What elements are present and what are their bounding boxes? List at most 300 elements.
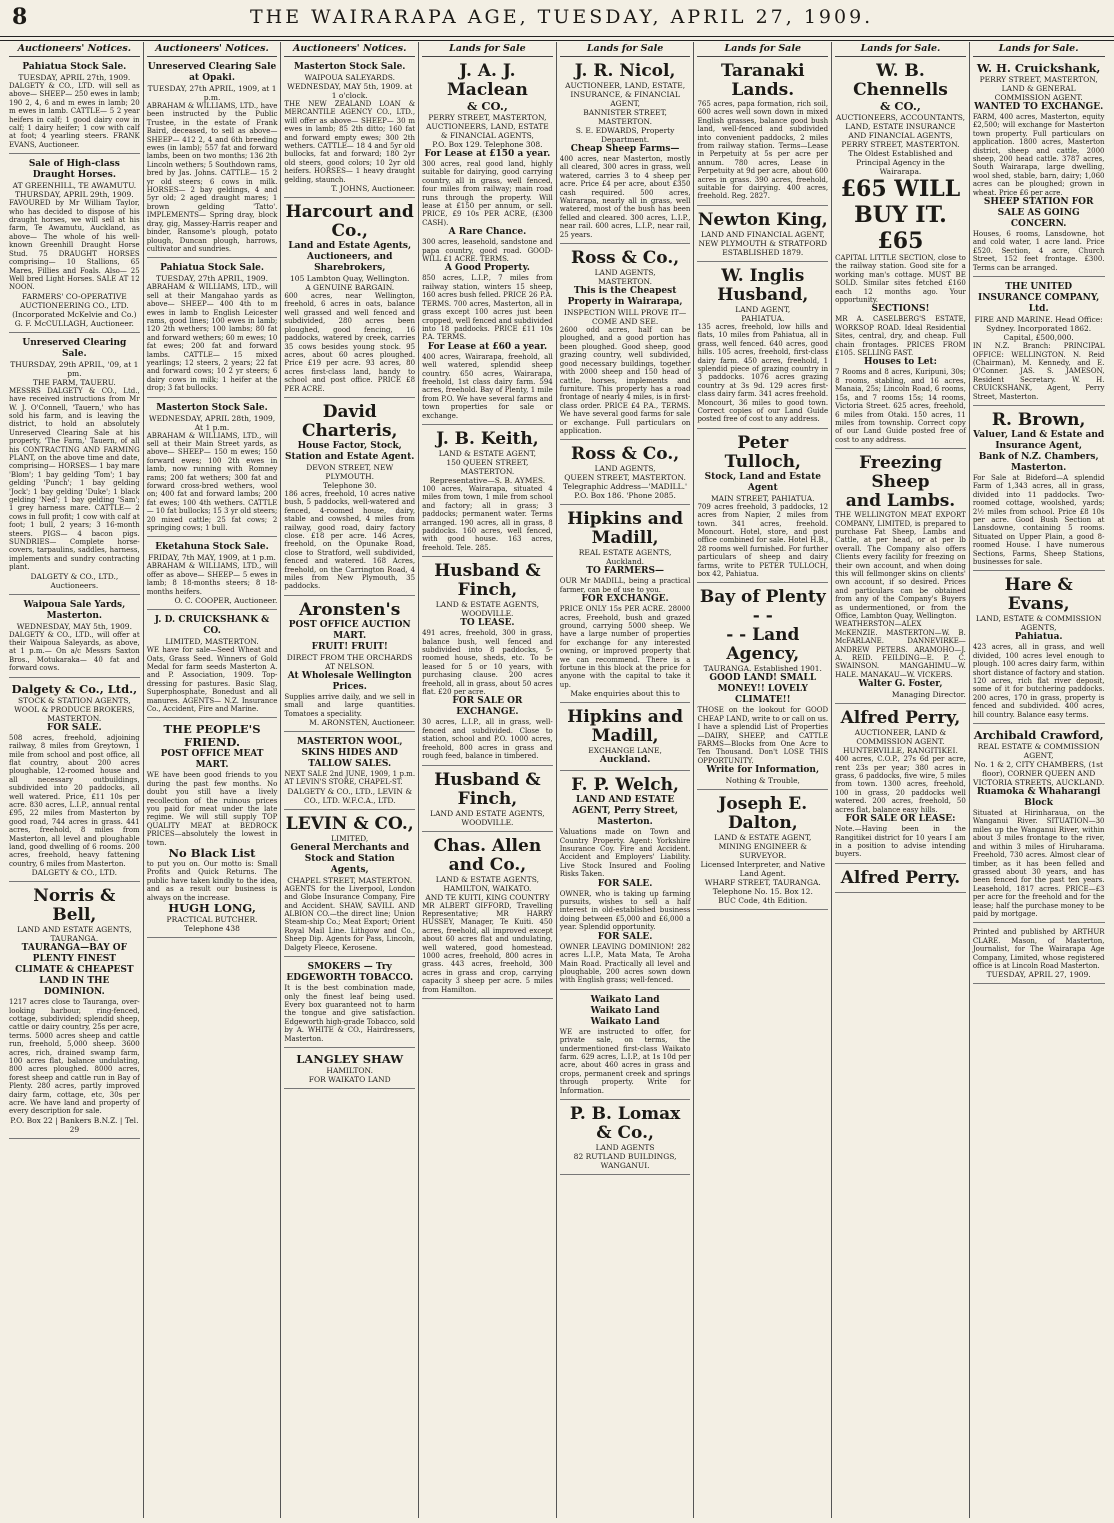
advert-title: J. R. Nicol, [574, 61, 676, 81]
advert-body: DIRECT FROM THE ORCHARDS AT NELSON. [286, 652, 413, 671]
advert-telephone: Telegraphic Address—'MADILL.' P.O. Box 186. 'Phone 2085. [563, 482, 688, 501]
advert-title: W. Inglis Husband, [717, 265, 809, 305]
advert-address: PERRY STREET, MASTERTON. [841, 140, 960, 149]
advert-nicol [560, 60, 691, 244]
advert-subtitle: Valuer, Land & Estate and Insurance Agent, [973, 429, 1105, 451]
advert-heading-3: A Good Property. [444, 263, 530, 274]
advert-subtitle: LIMITED, [331, 833, 369, 843]
advert-pahiatua-stock-sale [147, 261, 278, 397]
advert-address: 105 Lambton Quay, Wellington. [290, 274, 410, 284]
advert-subtitle: LAND AND FINANCIAL AGENT, NEW PLYMOUTH & STRATFORD [698, 229, 828, 248]
advert-title-3: Waikato Land [590, 1016, 660, 1027]
advert-heading: TAURANGA—BAY OF PLENTY FINEST CLIMATE & CHEAPEST LAND IN THE DOMINION. [15, 943, 134, 998]
column-5 [557, 42, 695, 1518]
advert-title: Harcourt and Co., [285, 202, 414, 242]
advert-buyer-list: WEATHERSTON—ALEX McKENZIE. MASTERTON—W. B. McFARLANE. DANNEVIRKE—ANDREW PETERS. ARAMOHO—J. A. REID. FEILDING—E. P. C. SWAINSON. MANGAHIMU—W. HALE. MANAKAU—W. VICKERS. [835, 620, 966, 679]
advert-harcourt [284, 201, 415, 398]
advert-heading-2: FOR SALE OR EXCHANGE. [452, 696, 523, 718]
advert-date: TUESDAY, APRIL 27th, 1909. [18, 73, 131, 82]
advert-wool-sales [284, 735, 415, 810]
advert-title: Alfred Perry, [840, 708, 961, 729]
advert-body: 600 acres, near Wellington, freehold, 6 acres in oats, balance well grassed and well fenced and subdivided, 280 acres been ploughed, good fencing, 16 paddocks, watered by creek, carries 35 cows besides young stock. 95 acres, about 60 acres ploughed. Price £19 per acre. 93 acres, 80 acres first-class land, handy to school and post office. PRICE £8 PER ACRE. [284, 292, 416, 393]
advert-title: Pahiatua Stock Sale. [160, 263, 264, 274]
column-heading: Lands for Sale [422, 42, 553, 57]
advert-title: Ross & Co., [570, 248, 680, 269]
advert-date: WEDNESDAY, MAY 5th, 1909. [16, 621, 132, 631]
advert-heading: This is the Cheapest Property in Wairarapa, [567, 286, 683, 308]
advert-body: 508 acres, freehold, adjoining railway, 8 miles from Greytown, 1 mile from school and post office, all flat country, about 200 acres ploughable, 12-roomed house and all necessary outbuildings, subdivided into 20 paddocks, all well watered. Price, £11 10s per acre. 830 acres, L.I.P., annual rental £95, 22 miles from Masterton by good road, 744 acres in grass. 441 acres, freehold, 8 miles from Masterton, all level and ploughable land, good dwelling of 6 rooms. 200 acres, freehold, heavy fattening country, 6 miles from Masterton. [9, 733, 140, 868]
advert-title: W. B. Chennells [853, 61, 948, 100]
advert-subtitle-2: FOR WAIKATO LAND [308, 1074, 391, 1084]
advert-note: Nothing & Trouble, [725, 776, 800, 786]
advert-address: MAIN STREET, PAHIATUA. [710, 493, 815, 503]
advert-ross-2 [560, 443, 691, 505]
advert-alfred-perry-2 [835, 867, 966, 893]
advert-welch [560, 774, 691, 990]
advert-address: CHAPEL STREET, MASTERTON. [287, 875, 413, 885]
advert-aronsten [284, 599, 415, 732]
advert-taranaki-lands [697, 60, 828, 206]
advert-subtitle: LAND AND ESTATE AGENTS, TAURANGA. [17, 925, 132, 944]
advert-date: TUESDAY, 27th APRIL, 1909. [156, 274, 268, 284]
advert-subtitle: Stock, Land and Estate Agent [704, 471, 821, 493]
masthead-rule [0, 36, 1114, 37]
advert-freezing-sheep [835, 452, 966, 704]
advert-place: THE FARM, TAUERU. [32, 377, 116, 387]
advert-title: THE UNITED INSURANCE COMPANY, Ltd. [977, 282, 1100, 315]
advert-heading: WANTED TO EXCHANGE. [974, 102, 1104, 112]
advert-telephone: Telephone 438 [184, 924, 240, 934]
advert-heading-2: FOR SALE. [597, 931, 653, 942]
advert-body-3: 7 Rooms and 8 acres, Kuripuni, 30s; 8 rooms, stabling, and 16 acres, Manaia, 25s; Lincoln Road, 6 rooms, 15s, and 7 rooms 15s; 14 rooms, Victoria Street. 625 acres, freehold, 6 miles from Otaki. 150 acres, 11 miles from township. Correct copy of our Land Guide posted free of cost to any address. [835, 368, 966, 444]
advert-address: MASTERTON. [598, 277, 653, 287]
advert-title: Chas. Allen and Co., [433, 835, 542, 875]
advert-title-2: and Lambs. [845, 491, 956, 512]
advert-representative: S. E. EDWARDS, Property Department. [575, 126, 675, 144]
advert-body: MESSRS DALGETY & CO., Ltd., have received instructions from Mr W. J. O'Connell, 'Tauern,' who has sold his farm, and is leaving the district, to hold an absolutely Unreserved Clearing Sale at his property, 'The Farm,' Tauern, of all his CONTRACTING AND FARMING PLANT, on the above time and date, comprising— HORSES— 1 bay mare 'Blom'; 1 bay gelding 'Tom'; 1 bay gelding 'Punch'; 1 bay gelding 'Jock'; 1 bay gelding 'Duke'; 1 black gelding 'Ned'; 1 bay gelding 'Sam'; 1 grey harness mare. CATTLE— 2 cows in full profit; 1 cow with calf at foot; 1 bull, 2 years; 3 16-month steers. PIGS— 4 bacon pigs. SUNDRIES— Complete horse-covers, tarpaulins, saddles, harness, implements and sundry contracting plant. [9, 386, 140, 572]
advert-body: AGENTS for the Liverpool, London and Globe Insurance Company, Fire and Accident. SHAW, SAVILL AND ALBION CO.—the direct line; Union Steam-ship Co.; Meat Export; Orient Royal Mail Line. Lithgow and Co., Sheep Dip. Agents for Pass, Lincoln, Dalgety Fleece, Kerosene. [284, 884, 416, 952]
advert-heading: For Lease at £150 a year. [424, 149, 551, 159]
advert-body-3: 850 acres, L.I.P., 7 miles from railway station, winters 15 sheep, 160 acres bush felled. PRICE 26 P.A. TERMS. 700 acres, Masterton, all in grass except 100 acres just been cropped, well fenced and subdivided into 18 paddocks. PRICE £11 10s P.A. TERMS. [422, 274, 553, 342]
advert-subtitle-2: General Merchants and Stock and Station Agents, [290, 842, 410, 875]
advert-subtitle: REAL ESTATE AGENTS, Auckland. [578, 548, 672, 567]
advert-title-2: Waikato Land [590, 1005, 660, 1016]
advert-city: WANGANUI. [600, 1160, 650, 1170]
advert-signature: Walter G. Foster, [858, 679, 943, 690]
advert-heading: FOR SALE OR LEASE: [845, 814, 956, 825]
advert-title: Dalgety & Co., Ltd., [11, 681, 138, 696]
advert-eketahuna-stock-sale [147, 540, 278, 610]
advert-subtitle: WAIPOUA SALEYARDS. [304, 73, 395, 82]
advert-inglis-husband [697, 265, 828, 429]
advert-representative: Representative—S. B. AYMES. [429, 475, 546, 485]
advert-footer: DALGETY & CO., LTD., Auctioneers. [30, 571, 119, 590]
advert-title: Sale of High-class Draught Horses. [28, 159, 120, 181]
advert-body-2: OWNER, who is taking up farming pursuits, wishes to sell a half interest in old-established business doing between £5,000 and £6,000 a year. Splendid opportunity. [559, 889, 691, 932]
advert-title-2: & CO., [466, 99, 508, 113]
advert-title: Hipkins and Madill, [567, 509, 683, 549]
advert-date: FRIDAY, 7th MAY, 1909, at 1 p.m. [148, 553, 276, 563]
advert-masterton-stock-sale [284, 60, 415, 198]
advert-title: Hipkins and Madill, [567, 707, 683, 747]
advert-subtitle: EXCHANGE LANE, [588, 746, 662, 756]
advert-title: Ross & Co., [570, 444, 680, 465]
advert-subtitle: AUCTIONEER, LAND & COMMISSION AGENT. [854, 728, 947, 747]
advert-body: Valuations made on Town and Country Property. Agent: Yorkshire Insurance Coy. Fire and Accident. Accident and Employers' Liability. Live Stock Insured and Fooling Risks Taken. [559, 828, 691, 879]
advert-subtitle: Land and Estate Agents, Auctioneers, and Sharebrokers, [288, 241, 412, 274]
advert-body-2: PRICE ONLY 15s PER ACRE. 28000 acres, Freehold, bush and grazed ground, carrying 5000 sheep. We have a large number of properties for exchange for any interested owning, or improved property that we can recommend. There is a fortune in this block at the price for anyone with the capital to take it up. [559, 605, 691, 689]
advert-norris-bell [9, 885, 140, 1139]
advert-title: Unreserved Clearing Sale at Opaki. [147, 62, 277, 83]
advert-husband-finch-2 [422, 769, 553, 832]
advert-edgeworth [284, 960, 415, 1048]
advert-address: HUNTERVILLE, RANGITIKEI. [843, 746, 958, 756]
advert-title-2: - - Land Agency, [726, 625, 800, 665]
advert-heading: FOR SALE. [597, 878, 653, 889]
advert-footer: T. JOHNS, Auctioneer. [331, 184, 416, 194]
advert-heading-2: SHEEP STATION FOR SALE AS GOING CONCERN. [983, 197, 1094, 230]
advert-tulloch [697, 432, 828, 584]
advert-body: 100 acres, Wairarapa, situated 4 miles from town, 1 mile from school and factory; all in grass; 3 paddocks; permanent water. Terms arranged. 190 acres, all in grass, 8 paddocks. 160 acres, well fenced, with good house. 163 acres, freehold. Tele. 285. [422, 484, 553, 552]
columns [6, 42, 1108, 1518]
advert-footer: O. C. COOPER, Auctioneer. [174, 596, 278, 606]
advert-note: Note.—Having been in the Rangitikei district for 10 years I am in a position to advise intending buyers. [835, 825, 966, 859]
advert-address: HAMILTON, WAIKATO. [443, 883, 532, 893]
advert-body: ABRAHAM & WILLIAMS, LTD., will sell at their Mangahao yards as above— SHEEP— 400 4th to m ewes in lamb to English Leicester rams, good lines; 100 ewes in lamb; 120 2th wethers; 100 lambs; 80 fat and forward wethers; 60 m ewes; 10 fat ewes; 200 fat and forward lambs. CATTLE— 15 mixed yearlings; 12 steers, 2 years; 22 fat and forward cows; 10 2 yr steers; 6 dairy cows in milk; 1 heifer at the drop; 3 fat bullocks. [146, 283, 278, 393]
advert-body: ABRAHAM & WILLIAMS, LTD., have been instructed by the Public Trustee, in the estate of Frank Baird, deceased, to sell as above— SHEEP— 412 2, 4 and 6th breeding ewes (in lamb); 557 fat and forward lambs, been on two months; 136 2th Lincoln wethers; 5 Southdown rams, bred by Jas. Johns. CATTLE— 15 2 yr old steers; 6 cows in milk. HORSES— 2 bay geldings, 4 and 5yr old; 2 aged draught mares; 1 brown gelding 'Tatto'. IMPLEMENTS— Spring dray, block dray, gig, Massey-Harris reaper and binder, Ransome's plough, potato plough, Duncan plough, harrows, cultivator and sundries. [146, 102, 278, 253]
advert-body: ABRAHAM & WILLIAMS, LTD., will sell at their Main Street yards, as above— SHEEP— 150 m ewes; 150 forward ewes; 100 2th ewes in lamb, now running with Romney rams; 200 fat wethers; 300 fat and forward cross-bred wethers, wool on; 400 fat and forward lambs; 200 fat ewes; 100 4th wethers. CATTLE— 10 fat bullocks; 15 3 yr old steers; 20 mixed cattle; 25 fat cows; 2 springing cows; 1 bull. [146, 431, 278, 533]
advert-lomax [560, 1103, 691, 1175]
advert-body: THE NEW ZEALAND LOAN & MERCANTILE AGENCY CO., LTD., will offer as above— SHEEP— 30 m ewes in lamb; 85 2th ditto; 160 fat and forward empty ewes; 300 2th wethers. CATTLE— 18 4 and 5yr old bullocks, fat and forward; 180 2yr old steers, good colors; 10 2yr old heifers. HORSES— 1 heavy draught gelding, staunch. [284, 100, 416, 184]
advert-subtitle: House Factor, Stock, Station and Estate Agent. [285, 440, 415, 462]
advert-body: 709 acres freehold, 3 paddocks, 12 acres from Napier, 2 miles from town. 341 acres, freehold. Moncourt. Hotel, store, and post office combined for sale. Hotel H.B., 28 rooms well furnished. For further particulars of sheep and dairy farms, write to PETER TULLOCH, box 42, Pahiatua. [697, 502, 829, 578]
advert-subtitle: PERRY STREET, MASTERTON, LAND & GENERAL COMMISSION AGENT. [979, 75, 1098, 102]
advert-title: Bay of Plenty - - [699, 587, 826, 627]
advert-heading: Cheap Sheep Farms— [570, 144, 680, 154]
advert-highlight: FRUIT! FRUIT! [311, 641, 388, 652]
advert-title: Eketahuna Stock Sale. [155, 542, 269, 553]
column-heading: Auctioneers' Notices. [284, 42, 415, 57]
advert-body: 186 acres, freehold, 10 acres native bush, 5 paddocks, well-watered and fenced, 4-roomed house, dairy, stable and cowshed, 4 miles from railway, good road, dairy factory close. £18 per acre. 146 Acres, freehold, on the Opunake Road, close to Stratford, well subdivided, fenced and watered. 168 Acres, freehold, on the Carrington Road, 4 miles from New Plymouth, 35 paddocks. [284, 489, 416, 591]
advert-title: Aronsten's [299, 599, 401, 620]
advert-subtitle: POST OFFICE MEAT MART. [160, 749, 264, 771]
imprint-date: TUESDAY, APRIL 27, 1909. [986, 970, 1091, 980]
advert-cruickshank [147, 613, 278, 718]
advert-united-insurance [973, 280, 1105, 406]
advert-body: 423 acres, all in grass, and well divided, 100 acres level enough to plough. 100 acres dairy farm, within short distance of factory and station. 120 acres, rich flat river deposit, some of it for butchering paddocks. 200 acres, 170 in grass, property is fenced and subdivided. 400 acres, hill country. Balance easy terms. [972, 643, 1105, 719]
advert-title: R. Brown, [991, 409, 1086, 430]
advert-telephone: Telephone 30. [323, 480, 377, 490]
advert-signature-title: Managing Director. [891, 690, 966, 700]
advert-dalton [697, 793, 828, 910]
advert-subtitle: HAMILTON. [326, 1065, 374, 1075]
advert-waipoua-yards [9, 598, 140, 678]
advert-charteris [284, 401, 415, 596]
column-4 [419, 42, 557, 1518]
advert-address: BANNISTER STREET, MASTERTON. [583, 108, 667, 126]
advert-body: CAPITAL LITTLE SECTION, close to the railway station. Good site for a working man's cottage. MUST BE SOLD. Similar sites fetched £160 each 12 months ago. Your opportunity. [835, 254, 966, 305]
advert-body: DALGETY & CO., LTD. will sell as above— SHEEP— 250 ewes in lamb; 190 2, 4, 6 and m ewes in lamb; 20 m ewes in lamb. CATTLE— 5 2 year heifers in calf; 1 good dairy cow in calf; 1 dairy heifer; 1 cow with calf at foot; 4 yearling steers. FRANK EVANS, Auctioneer. [9, 82, 140, 149]
advert-chennells [835, 60, 966, 449]
advert-subtitle: LAND & ESTATE AGENT, MINING ENGINEER & SURVEYOR. [714, 833, 812, 861]
advert-body: ABRAHAM & WILLIAMS, LTD., will offer as above— SHEEP— 5 ewes in lamb; 8 18-months steers; 8 18-months heifers. [146, 562, 278, 596]
advert-date: TUESDAY, 27th APRIL, 1909, at 1 p.m. [147, 84, 277, 102]
advert-title: MASTERTON WOOL, SKINS HIDES AND TALLOW SALES. [296, 737, 403, 770]
advert-body-2: Houses, 6 rooms, Lansdowne, hot and cold water, 1 acre land. Price £520. Section, 4 acre, Church Street, 152 feet frontage. £300. Terms can be arranged. [972, 230, 1105, 272]
advert-title: LEVIN & CO., [285, 813, 414, 834]
advert-title: SMOKERS — Try EDGEWORTH TOBACCO. [286, 962, 414, 984]
advert-heading: GOOD LAND! SMALL MONEY!! LOVELY CLIMATE!! [709, 673, 817, 706]
advert-dalgety [9, 681, 140, 883]
advert-footer: BUC Code, 4th Edition. [718, 896, 808, 906]
advert-date: WEDNESDAY, MAY 5th, 1909. at 1 o'clock. [287, 82, 413, 100]
advert-address: 150 QUEEN STREET, MASTERTON. [446, 457, 529, 476]
advert-title: Norris & Bell, [33, 886, 116, 926]
advert-subtitle: POST OFFICE AUCTION MART. [288, 619, 411, 641]
advert-date: WEDNESDAY, APRIL 28th, 1909, At 1 p.m. [148, 413, 276, 432]
advert-title: Hare & Evans, [1004, 575, 1073, 615]
advert-masterton-stock-sale [147, 401, 278, 538]
advert-title: Taranaki Lands. [720, 61, 805, 100]
advert-body: DALGETY & CO., LTD., will offer at their Waipoua Saleyards, as above, at 1 p.m.— On a/c Messrs Saxton Bros., Motukaraka— 40 fat and forward cows. [9, 630, 140, 673]
advert-title: W. H. Cruickshank, [976, 61, 1101, 75]
advert-body: FARM, 400 acres, Masterton, equity £2,500; will exchange for Masterton town property. Full particulars on application. 1800 acres, Masterton district, sheep and cattle, 2000 sheep, 200 head cattle. 3787 acres, South Wairarapa, large dwelling, wool shed, stable, barn, dairy; 1,060 acres can be ploughed; grown in wheat. Price £6 per acre. [972, 113, 1105, 197]
advert-hipkins-madill-2 [560, 706, 691, 771]
column-heading: Lands for Sale [697, 42, 828, 57]
advert-footer: M. ARONSTEN, Auctioneer. [309, 718, 416, 728]
advert-title: Pahiatua Stock Sale. [22, 62, 127, 72]
advert-body-2: 30 acres, L.I.P., all in grass, well-fenced and subdivided. Close to station, school and P.O. 1000 acres, freehold, 800 acres in grass and rough feed, balance in timbered. [422, 718, 553, 761]
advert-title: Waikato Land [590, 994, 660, 1005]
column-3 [281, 42, 419, 1518]
advert-title: LANGLEY SHAW [296, 1051, 404, 1066]
advert-subtitle: LAND AGENTS, [594, 464, 656, 474]
advert-title: Unreserved Clearing Sale. [22, 337, 127, 359]
advert-subtitle: LAND & ESTATE AGENT, [438, 448, 537, 458]
advert-footer: P.O. Box 22 | Bankers B.N.Z. | Tel. 29 [10, 1115, 139, 1134]
column-heading: Auctioneers' Notices. [9, 42, 140, 57]
advert-subtitle: LAND AND ESTATE AGENT, Perry Street, Masterton. [572, 795, 679, 828]
advert-footer: DALGETY & CO., LTD., LEVIN & CO., LTD. W.F.C.A., LTD. [287, 786, 413, 805]
advert-heading: Ruamoka & Whaharangi Block [976, 787, 1101, 809]
advert-highlight: No Black List [168, 846, 256, 860]
advert-price-banner: £65 WILL BUY IT. £65 [840, 176, 961, 254]
advert-body: WE have for sale—Seed Wheat and Oats, Grass Seed. Winners of Gold Medal for farm seeds Masterton A. and P. Association, 1909. Top-dressing for pastures. Basic Slag, Superphosphate, Bonedust and all manures. AGENTS— N.Z. Insurance Co., Accident, Fire and Marine. [146, 646, 278, 713]
advert-footer: DALGETY & CO., LTD. [31, 868, 118, 878]
advert-body-4: 400 acres, Wairarapa, freehold, all well watered, splendid sheep country. 650 acres, Wairarapa, freehold, 1st class dairy farm. 594 acres, freehold. Bay of Plenty, 1 mile from P.O. We have several farms and town properties for sale or exchange. [422, 352, 553, 420]
advert-title: Peter Tulloch, [724, 432, 801, 472]
page-number: 8 [12, 4, 28, 30]
advert-heading: At Wholesale Wellington Prices. [287, 670, 412, 692]
advert-opaki-clearing-sale [147, 60, 278, 258]
advert-body: IN N.Z. Branch: PRINCIPAL OFFICE: WELLINGTON. N. Reid (Chairman), M. Kennedy, and E. O'Conner. JAS. S. JAMESON, Resident Secretary. W. H. CRUICKSHANK, Agent, Perry Street, Masterton. [972, 342, 1105, 401]
advert-subtitle: PERRY STREET, MASTERTON, AUCTIONEERS, LAND, ESTATE & FINANCIAL AGENTS, [426, 113, 549, 140]
advert-title: Freezing Sheep [859, 453, 942, 493]
advert-subtitle-2: Licensed Interpreter, and Native Land Agent. [700, 860, 826, 879]
advert-footer: FARMERS' CO-OPERATIVE AUCTIONEERING CO., LTD. (Incorporated McKelvie and Co.) G. F. McCULLAGH, Auctioneer. [12, 291, 137, 328]
advert-title: Waipoua Sale Yards, Masterton. [23, 599, 126, 621]
advert-title: Husband & Finch, [434, 561, 541, 601]
advert-subtitle: REAL ESTATE & COMMISSION AGENT, [977, 742, 1100, 761]
advert-title: J. B. Keith, [436, 428, 539, 449]
advert-body-2: Supplies arrive daily, and we sell in small and large quantities. Tomatoes a speciality. [284, 692, 416, 718]
advert-subtitle: FIRE AND MARINE. Head Office: Sydney. Incorporated 1862. Capital, £500,000. [974, 315, 1103, 343]
advert-title: Husband & Finch, [434, 769, 541, 809]
advert-crawford [973, 727, 1105, 923]
advert-title: P. B. Lomax & Co., [569, 1103, 681, 1143]
advert-body: WE have been good friends to you during the past few months. No doubt you still have a lively recollection of the ruinous prices you paid for meat under the late regime. We will still supply TOP QUALITY MEAT at BEDROCK PRICES—absolutely the lowest in town. [146, 771, 278, 847]
advert-address: Pahiatua. [1014, 632, 1063, 643]
advert-r-brown [973, 409, 1105, 571]
for-sale-heading: FOR SALE. [47, 722, 102, 733]
advert-subtitle-2: Auckland. [599, 755, 651, 766]
advert-subtitle: LAND & ESTATE AGENTS, [435, 874, 539, 884]
advert-tagline: The Oldest Established and Principal Agency in the Wairarapa. [848, 149, 953, 176]
advert-subtitle: AUCTIONEER, LAND, ESTATE, INSURANCE, & FINANCIAL AGENT, [565, 81, 686, 108]
advert-levin [284, 813, 415, 957]
advert-body-2: MR A. CASELBERG'S ESTATE, WORKSOP ROAD. Ideal Residential Sites, central, dry, and cheap. Full chain frontages. PRICES FROM £105. SELLING FAST. [835, 315, 966, 358]
advert-body: OUR Mr MADILL, being a practical farmer, can be of use to you. [559, 577, 691, 594]
advert-body: 300 acres, real good land, highly suitable for dairying, good carrying country, all in grass, well fenced, four miles from railway; main road runs through the property. Will lease at £150 per annum, or sell. PRICE, £9 10s PER ACRE, (£300 CASH). [422, 160, 553, 227]
advert-draught-horses [9, 157, 140, 332]
column-7 [832, 42, 970, 1518]
advert-telephone: P.O. Box 129. Telephone 308. [432, 140, 543, 149]
advert-address: Bank of N.Z. Chambers, Masterton. [978, 451, 1099, 473]
advert-heading: TO LEASE. [460, 618, 515, 629]
column-2 [144, 42, 282, 1518]
advert-newton-king [697, 209, 828, 262]
advert-signature: HUGH LONG, [168, 901, 256, 916]
advert-address-2: AND TE KUITI, KING COUNTRY [425, 892, 550, 902]
advert-subheading: INSPECTION WILL PROVE IT— COME AND SEE. [563, 308, 687, 327]
advert-body-3: Make enquiries about this to [570, 689, 680, 699]
advert-hare-evans [973, 574, 1105, 724]
masthead [0, 0, 1114, 41]
advert-body-2: 300 acres, leasehold, sandstone and papa country, good road. GOOD-WILL £1 ACRE. TERMS. [422, 238, 553, 264]
advert-title-2: & CO., [880, 99, 921, 113]
advert-address: No. 1 & 2, CITY CHAMBERS, (1st floor), CORNER QUEEN AND VICTORIA STREETS, AUCKLAND. [973, 760, 1105, 788]
advert-subtitle: AUCTIONEERS, ACCOUNTANTS, LAND, ESTATE INSURANCE AND FINANCIAL AGENTS, [835, 113, 966, 140]
advert-body: 1217 acres close to Tauranga, over-looking harbour, ring-fenced, cottage, subdivided; splendid sheep, cattle or dairy country, 25s per acre, terms. 5000 acres sheep and cattle run, freehold, 5,000 sheep. 3600 acres, rich, drained swamp farm, 100 acres flat, balance undulating, 800 acres ploughed. 8000 acres, forest sheep and cattle run in Bay of Plenty. 280 acres, partly improved dairy farm, cottage, etc, 30s per acre. We have land and property of every description for sale. [9, 998, 140, 1116]
advert-title: THE PEOPLE'S FRIEND. [163, 722, 261, 750]
advert-subtitle: LAND AND ESTATE AGENTS, WOODVILLE. [430, 808, 545, 827]
column-heading: Lands for Sale. [835, 42, 966, 57]
advert-heading-4: For Lease at £60 a year. [427, 341, 548, 352]
advert-subtitle: STOCK & STATION AGENTS, WOOL & PRODUCE BROKERS, MASTERTON. [14, 695, 135, 723]
advert-chas-allen [422, 835, 553, 999]
advert-body: NEXT SALE 2nd JUNE, 1909, 1 p.m. AT LEVIN'S STORE, CHAPEL-ST. [284, 770, 416, 787]
advert-title: Alfred Perry. [840, 867, 961, 888]
advert-body: Situated at Hirinharaua, on the Wanganui River. SITUATION—30 miles up the Wanganui River, within about 3 miles frontage to the river, and within 3 miles of Hiruharama. Freehold, 730 acres. Almost clear of timber, as it has been felled and grassed about 30 years, and has been fenced for the past ten years. Leasehold, 1817 acres. PRICE—£3 per acre for the freehold and for the lease; half the purchase money to be paid by mortgage. [972, 809, 1105, 918]
advert-subtitle: LAND AGENTS, [594, 268, 656, 278]
advert-address: WHARF STREET, TAURANGA. [704, 878, 821, 888]
advert-body-3: OWNER LEAVING DOMINION! 282 acres L.I.P., Mata Mata, Te Aroha Main Road. Practically all level and ploughable, 200 acres sown down with English grass; well-fenced. [559, 942, 691, 985]
advert-body: MR ALBERT GIFFORD, Travelling Representative; MR HARRY HUSSEY, Manager, Te Kuiti. 450 acres, freehold, all improved except about 60 acres flat and undulating, well watered, good homestead. 1000 acres, freehold, 800 acres in grass. 443 acres, freehold, 300 acres in grass and crop, carrying capacity 3 sheep per acre. 5 miles from Hamilton. [422, 901, 553, 994]
column-1 [6, 42, 144, 1518]
advert-body: 135 acres, freehold, low hills and flats, 10 miles from Pahiatua, all in grass, well fenced. 640 acres, good hills. 105 acres, freehold, first-class dairy farm. 450 acres, freehold, 1 splendid piece of grazing country in 3 paddocks. 1076 acres grazing country at 3s 9d. 129 acres first-class dairy farm. 341 acres freehold. Moncourt, 36 miles to good town. Correct copies of our Land Guide posted free of cost to any address. [697, 322, 829, 424]
advert-heading-2: Write for Information, [706, 765, 820, 776]
advert-title: J. D. CRUICKSHANK & CO. [154, 615, 270, 637]
column-6 [694, 42, 832, 1518]
advert-pahiatua-stock-sale [9, 60, 140, 154]
advert-address: 82 RUTLAND BUILDINGS, [573, 1151, 677, 1161]
imprint-text: Printed and published by ARTHUR CLARE. Mason, of Masterton, Journalist, for The Wairarapa Age Company, Limited, whose registered office is at Lincoln Road Masterton. [972, 928, 1105, 970]
advert-heading-2: FOR EXCHANGE. [581, 594, 669, 605]
advert-title: Archibald Crawford, [973, 728, 1104, 743]
imprint [973, 926, 1105, 984]
column-8 [970, 42, 1108, 1518]
advert-body: 400 acres, near Masterton, mostly all cleared, 300 acres in grass, well watered, carries 3 to 4 sheep per acre. Price £4 per acre, about £350 cash required. 500 acres, Wairarapa, nearly all in grass, well watered, most of the bush has been felled and cleared. 300 acres, L.I.P., near rail. 600 acres, L.I.P., near rail, 25 years. [559, 155, 691, 239]
advert-title: Newton King, [697, 209, 828, 230]
column-heading: Lands for Sale [560, 42, 691, 57]
advert-body: WE are instructed to offer, for private sale, on terms, the undermentioned first-class Waikato farm. 629 acres, L.I.P., at 1s 10d per acre, about 460 acres in grass and crops, permanent creek and springs through property. Write for Information. [559, 1027, 691, 1095]
advert-body: For Sale at Bideford—A splendid Farm of 1,343 acres, all in grass, divided into 11 paddocks. Two-roomed cottage, woolshed, yards; 2½ miles from school. Price £8 10s per acre. Good Bush Section at Lansdowne, containing 5 rooms. Situated on Upper Plain, a good 8-roomed House. I have numerous Sections, Farms, Sheep Stations, businesses for sale. [972, 473, 1105, 566]
advert-title: J. A. J. Maclean [446, 61, 528, 100]
advert-signature-title: PRACTICAL BUTCHER. [166, 915, 258, 925]
advert-place: AT GREENHILL, TE AWAMUTU. [12, 181, 137, 191]
advert-waikato-land [560, 993, 691, 1100]
advert-date: THURSDAY, APRIL 29th, 1909. [15, 190, 134, 200]
advert-heading: TO FARMERS— [586, 566, 664, 577]
advert-heading-2: Houses to Let: [864, 357, 937, 368]
advert-address: DEVON STREET, NEW PLYMOUTH. [306, 462, 394, 481]
advert-body: 2600 odd acres, half can be ploughed, and a good portion has been ploughed. Good sheep, good grazing country, well subdivided, good necessary buildings, together with 2000 sheep and 150 head of cattle, horses, implements and furniture. This property has a road frontage of nearly 4 miles, is in first-class order. PRICE £4 P.A., TERMS. We have several good farms for sale or exchange. Full particulars on application. [559, 326, 691, 435]
advert-address: PAHIATUA. [741, 313, 785, 323]
advert-body: THE WELLINGTON MEAT EXPORT COMPANY, LIMITED, is prepared to purchase Fat Sheep, Lambs and Cattle, at per head, or at per lb overall. The Company also offers Clients every facility for freezing on their own account, and when doing this will fellmonger skins on clients' own account, if so desired. Prices and particulars can be obtained from any of the Company's Buyers as undermentioned, or from the Office, Lambton Quay, Wellington. [835, 511, 966, 620]
advert-title: Masterton Stock Sale. [293, 62, 406, 72]
advert-heading: SECTIONS! [871, 304, 930, 315]
advert-heading: A GENUINE BARGAIN. [305, 283, 395, 293]
advert-subtitle: LAND AGENT, [735, 304, 791, 314]
advert-body: 491 acres, freehold, 300 in grass, balance bush, well fenced and subdivided into 8 paddocks, 5-roomed house, sheds, etc. To be leased for 5 or 10 years, with purchasing clause. 200 acres freehold, all in grass, about 50 acres flat. £20 per acre. [422, 629, 553, 697]
advert-subtitle: LIMITED, MASTERTON. [165, 637, 259, 647]
advert-body: THOSE on the lookout for GOOD CHEAP LAND, write to or call on us. I have a splendid List of Properties—DAIRY, SHEEP, and CATTLE FARMS—Blocks from One Acre to Ten Thousand. Don't LOSE THIS OPPORTUNITY. [697, 706, 829, 765]
advert-body: It is the best combination made, only the finest leaf being used. Every box guaranteed not to harm the tongue and give satisfaction. Edgeworth high-grade Tobacco, sold by A. WHITE & CO., Hairdressers, Masterton. [284, 984, 416, 1043]
advert-subtitle: TAURANGA. Established 1901. [703, 664, 822, 674]
advert-subtitle: LAND, ESTATE & COMMISSION AGENTS, [975, 614, 1102, 633]
advert-peoples-friend [147, 721, 278, 938]
advert-title: Masterton Stock Sale. [156, 402, 268, 413]
advert-title: Joseph E. Dalton, [718, 794, 808, 834]
advert-date: THURSDAY, 29th APRIL, '09, at 1 pm. [10, 359, 139, 378]
advert-heading-2: A Rare Chance. [448, 227, 527, 238]
advert-subtitle: LAND AGENTS [595, 1142, 655, 1152]
advert-established: ESTABLISHED 1879. [722, 247, 804, 257]
advert-alfred-perry [835, 707, 966, 863]
column-heading: Lands for Sale. [973, 42, 1105, 57]
advert-clearing-sale [9, 336, 140, 595]
advert-subtitle: LAND & ESTATE AGENTS, WOODVILLE. [435, 600, 539, 619]
advert-telephone: Telephone No. 15. Box 12. [712, 887, 813, 897]
advert-hipkins-madill [560, 508, 691, 703]
column-heading: Auctioneers' Notices. [147, 42, 278, 57]
advert-body: 765 acres, papa formation, rich soil, 600 acres well sown down in mixed English grasses, balance good bush land, well-fenced and subdivided into convenient paddocks, 2 miles from railway station. Terms—Lease in Perpetuity at 5s per acre per annum. 780 acres, Lease in Perpetuity at 9d per acre, about 600 acres in grass. 390 acres, freehold, suitable for dairying. 400 acres, freehold. Reg. 2827. [697, 100, 829, 201]
advert-body-2: to put you on. Our motto is: Small Profits and Quick Returns. The public have taken kindly to the idea, and as a result our business is always on the increase. [146, 860, 278, 902]
advert-keith [422, 428, 553, 557]
advert-ross [560, 247, 691, 440]
advert-address: QUEEN STREET, MASTERTON. [564, 473, 686, 483]
advert-body: 400 acres, C.O.P., 27s 6d per acre, rent 23s per year; 380 acres in grass, 6 paddocks, five wire, 5 miles from town. 1300 acres, freehold, 100 in grass, 20 paddocks well watered. 200 acres, freehold, 50 acres flat, balance easy hills. [835, 755, 966, 814]
paper-title: THE WAIRARAPA AGE, TUESDAY, APRIL 27, 1909. [250, 6, 874, 28]
advert-wh-cruickshank [973, 60, 1105, 277]
advert-body: FAVOURED by Mr William Taylor, who has decided to dispose of his draught horses, we will sell at his farm, Te Awamutu, Auckland, as above— The whole of his well-known Greenhill Draught Horse Stud. 75 DRAUGHT HORSES comprising— 10 Stallions, 65 Mares, Fillies and Foals. Also— 25 Well bred Light Horses. SALE AT 12 NOON. [9, 199, 140, 292]
advert-bay-of-plenty [697, 586, 828, 790]
advert-langley-shaw [284, 1051, 415, 1089]
advert-title: David Charteris, [302, 401, 398, 441]
advert-title: F. P. Welch, [571, 775, 679, 796]
advert-maclean [422, 60, 553, 425]
advert-husband-finch [422, 560, 553, 765]
